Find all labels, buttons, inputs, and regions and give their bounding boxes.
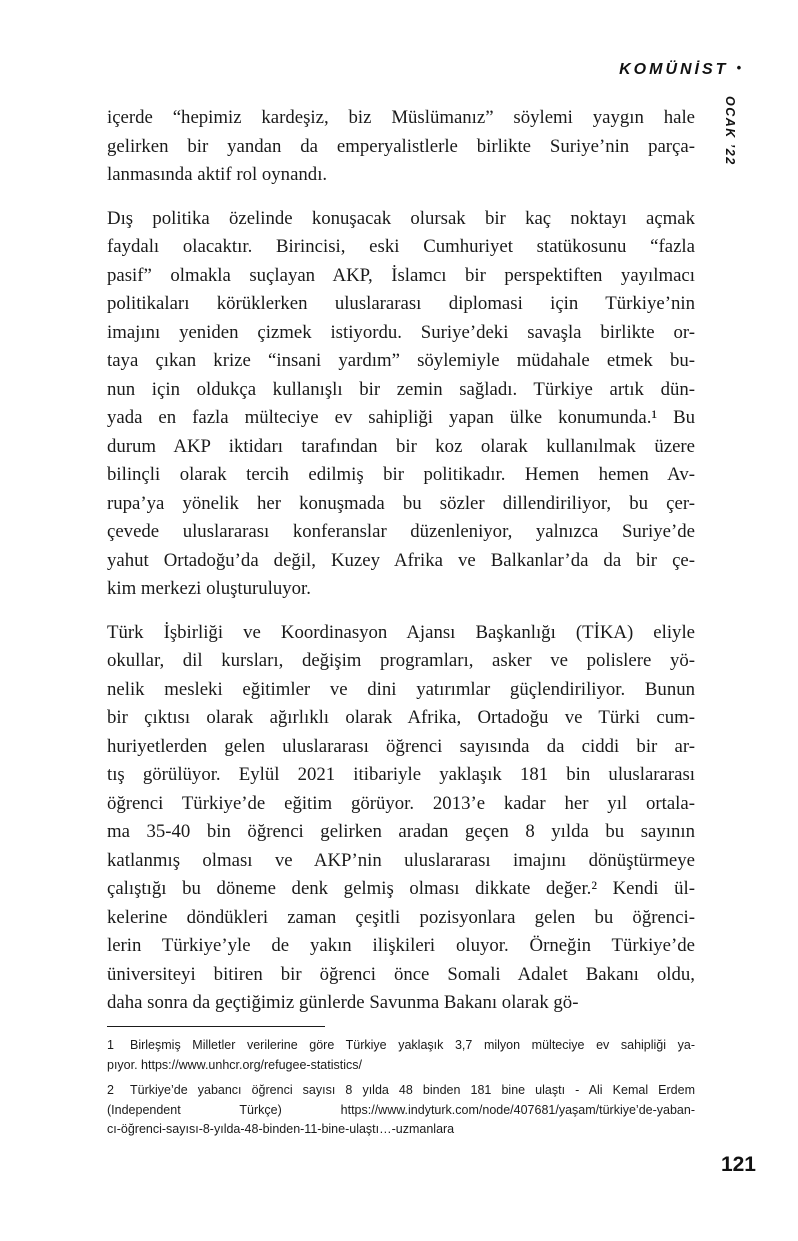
text-line: gelirken bir yandan da emperyalistlerle birlikte Suriye’nin parça- bbox=[107, 135, 695, 157]
text-line: kelerine döndükleri zaman çeşitli pozisyonlara gelen bu öğrenci- bbox=[107, 906, 695, 928]
issue-label: OCAK ’22 bbox=[723, 96, 737, 166]
paragraph bbox=[107, 619, 695, 1018]
text-line: Türk İşbirliği ve Koordinasyon Ajansı Başkanlığı (TİKA) eliyle bbox=[107, 621, 695, 643]
footnote-line: (Independent Türkçe) https://www.indyturk.com/node/407681/yaşam/türkiye’de-yaban- bbox=[107, 1102, 695, 1117]
text-line: yahut Ortadoğu’da değil, Kuzey Afrika ve Balkanlar’da da bir çe- bbox=[107, 549, 695, 571]
text-line: kim merkezi oluşturuluyor. bbox=[107, 578, 311, 599]
paragraph bbox=[107, 205, 695, 604]
title-bullet-icon: • bbox=[736, 60, 741, 75]
text-line: ma 35-40 bin öğrenci gelirken aradan geçen 8 yılda bu sayının bbox=[107, 821, 695, 842]
text-line: nelik mesleki eğitimler ve dini yatırımlar güçlendiriliyor. Bunun bbox=[107, 678, 695, 700]
footnote-line: 2 Türkiye’de yabancı öğrenci sayısı 8 yılda 48 binden 181 bine ulaştı - Ali Kemal Erdem bbox=[107, 1081, 695, 1101]
text-line: lanmasında aktif rol oynandı. bbox=[107, 164, 328, 185]
text-line: politikaları körüklerken uluslararası diplomasi için Türkiye’nin bbox=[107, 293, 695, 314]
text-line: imajını yeniden çizmek istiyordu. Suriye’deki savaşla birlikte or- bbox=[107, 321, 695, 343]
footnote-marker: 1 bbox=[107, 1038, 114, 1052]
text-line: Dış politika özelinde konuşacak olursak bir kaç noktayı açmak bbox=[107, 207, 695, 229]
footnote bbox=[107, 1036, 695, 1075]
text-line: rupa’ya yönelik her konuşmada bu sözler dillendiriliyor, bu çer- bbox=[107, 492, 695, 514]
text-line: faydalı olacaktır. Birincisi, eski Cumhuriyet statükosunu “fazla bbox=[107, 236, 695, 257]
footnotes-section bbox=[107, 1026, 695, 1140]
magazine-title: KOMÜNİST bbox=[619, 61, 729, 78]
text-line: içerde “hepimiz kardeşiz, biz Müslümanız” söylemi yaygın hale bbox=[107, 107, 695, 128]
text-line: öğrenci Türkiye’de eğitim görüyor. 2013’e kadar her yıl ortala- bbox=[107, 792, 695, 814]
footnote-marker: 2 bbox=[107, 1083, 114, 1097]
footnote bbox=[107, 1081, 695, 1140]
text-line: bilinçli olarak tercih edilmiş bir politikadır. Hemen hemen Av- bbox=[107, 464, 695, 485]
text-line: okullar, dil kursları, değişim programları, asker ve polislere yö- bbox=[107, 650, 695, 671]
text-line: çalıştığı bu döneme denk gelmiş olması dikkate değer.² Kendi ül- bbox=[107, 878, 695, 899]
text-line: katlanmış olması ve AKP’nin uluslararası imajını dönüştürmeye bbox=[107, 849, 695, 871]
text-line: durum AKP iktidarı tarafından bir koz olarak kullanılmak üzere bbox=[107, 435, 695, 457]
text-line: yada en fazla mülteciye ev sahipliği yapan ülke konumunda.¹ Bu bbox=[107, 407, 695, 428]
page-number: 121 bbox=[720, 1153, 756, 1176]
text-line: üniversiteyi bitiren bir öğrenci önce Somali Adalet Bakanı oldu, bbox=[107, 963, 695, 985]
text-line: huriyetlerden gelen uluslararası öğrenci sayısında da ciddi bir ar- bbox=[107, 735, 695, 757]
paragraph bbox=[107, 104, 695, 190]
footnote-line: cı-öğrenci-sayısı-8-yılda-48-binden-11-bine-ulaştı…-uzmanlara bbox=[107, 1122, 455, 1136]
text-line: taya çıkan krize “insani yardım” söylemiyle müdahale etmek bu- bbox=[107, 350, 695, 371]
footnote-list bbox=[107, 1036, 695, 1140]
text-line: çevede uluslararası konferanslar düzenleniyor, yalnızca Suriye’de bbox=[107, 521, 695, 542]
footnote-separator bbox=[107, 1026, 325, 1027]
text-line: daha sonra da geçtiğimiz günlerde Savunma Bakanı olarak gö- bbox=[107, 992, 579, 1013]
text-line: nun için oldukça kullanışlı bir zemin sağladı. Türkiye artık dün- bbox=[107, 378, 695, 400]
footnote-line: pıyor. https://www.unhcr.org/refugee-statistics/ bbox=[107, 1057, 362, 1072]
footnote-line: 1 Birleşmiş Milletler verilerine göre Türkiye yaklaşık 3,7 milyon mülteciye ev sahipliği ya- bbox=[107, 1036, 695, 1056]
text-line: pasif” olmakla suçlayan AKP, İslamcı bir perspektiften yayılmacı bbox=[107, 264, 695, 286]
text-line: bir çıktısı olarak ağırlıklı olarak Afrika, Ortadoğu ve Türki cum- bbox=[107, 707, 695, 728]
article-body bbox=[107, 104, 695, 1018]
text-line: lerin Türkiye’yle de yakın ilişkileri oluyor. Örneğin Türkiye’de bbox=[107, 935, 695, 956]
page-header bbox=[619, 60, 741, 79]
text-line: tış görülüyor. Eylül 2021 itibariyle yaklaşık 181 bin uluslararası bbox=[107, 764, 695, 785]
